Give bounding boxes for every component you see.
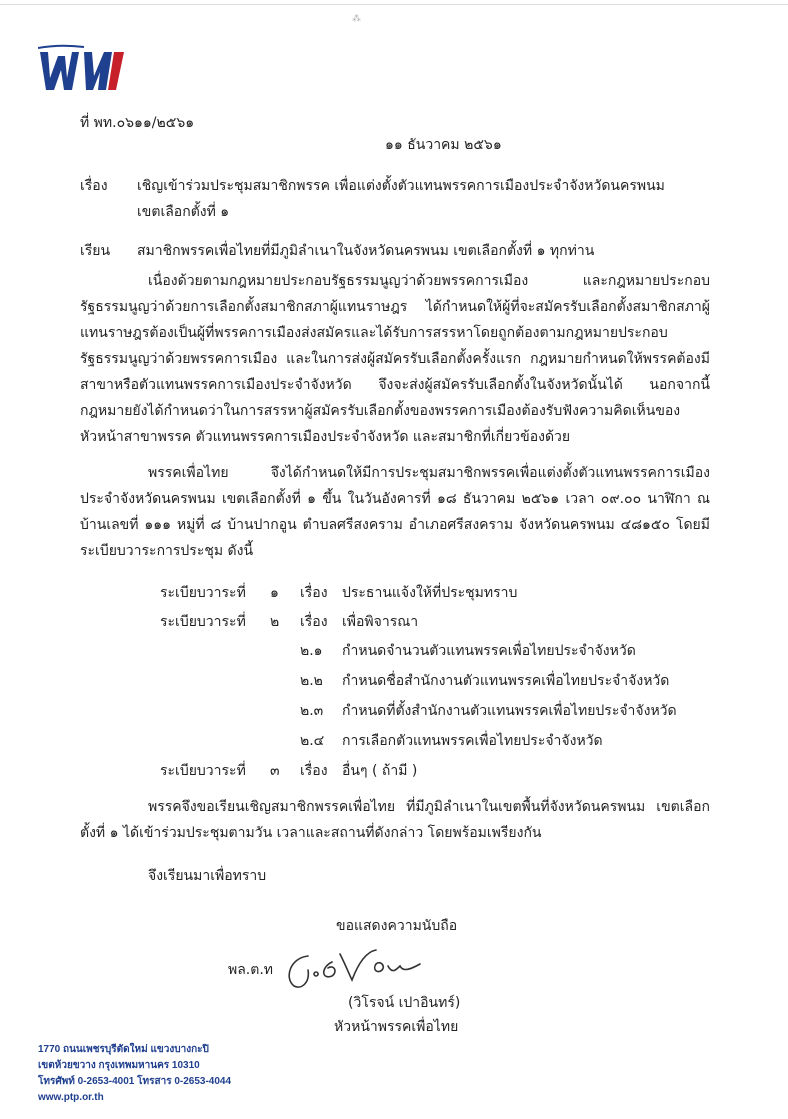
signer-title: หัวหน้าพรรคเพื่อไทย: [334, 1019, 459, 1035]
sub-item-number: ๒.๑: [300, 643, 323, 659]
sub-item-number: ๒.๔: [300, 733, 325, 749]
document-number: ที่ พท.๐๖๑๑/๒๕๖๑: [80, 115, 195, 131]
scan-mark: ⁂: [352, 14, 361, 24]
sub-item-text: กำหนดจำนวนตัวแทนพรรคเพื่อไทยประจำจังหวัด: [342, 643, 636, 659]
agenda-1-number: ๑: [270, 585, 279, 601]
to-label: เรียน: [80, 243, 111, 259]
subject-line-2: เขตเลือกตั้งที่ ๑: [137, 204, 230, 220]
footer-contact: [38, 1042, 231, 1106]
pheu-thai-logo: [38, 44, 130, 94]
handwritten-signature: [280, 946, 430, 996]
footer-address-line-1: 1770 ถนนเพชรบุรีตัดใหม่ แขวงบางกะปิ: [38, 1044, 209, 1055]
body-paragraph-2: พรรคเพื่อไทย จึงได้กำหนดให้มีการประชุมสมาชิกพรรคเพื่อแต่งตั้งตัวแทนพรรคการเมืองประจำจังหวัดนครพนม เขตเลือกตั้งที่ ๑ ขึ้น ในวันอังคารที่ ๑๘ ธันวาคม ๒๕๖๑ เวลา ๐๙.๐๐ นาฬิกา ณ บ้านเลขที่ ๑๑๑ หมู่ที่ ๘ บ้านปากอูน ตำบลศรีสงคราม อำเภอศรีสงคราม จังหวัดนครพนม ๔๘๑๕๐ โดยมีระเบียบวาระการประชุม ดังนี้: [80, 465, 710, 559]
agenda-2-label: ระเบียบวาระที่: [160, 614, 246, 630]
body-paragraph-1: เนื่องด้วยตามกฎหมายประกอบรัฐธรรมนูญว่าด้วยพรรคการเมือง และกฎหมายประกอบรัฐธรรมนูญว่าด้วยการเลือกตั้งสมาชิกสภาผู้แทนราษฎร ได้กำหนดให้ผู้ที่จะสมัครรับเลือกตั้งสมาชิกสภาผู้แทนราษฎรต้องเป็นผู้ที่พรรคการเมืองส่งสมัครและได้รับการสรรหาโดยถูกต้องตามกฎหมายประกอบรัฐธรรมนูญว่าด้วยพรรคการเมือง และในการส่งผู้สมัครรับเลือกตั้งครั้งแรก กฎหมายกำหนดให้พรรคต้องมีสาขาหรือตัวแทนพรรคการเมืองประจำจังหวัด จึงจะส่งผู้สมัครรับเลือกตั้งในจังหวัดนั้นได้ นอกจากนี้กฎหมายยังได้กำหนดว่าในการสรรหาผู้สมัครรับเลือกตั้งของพรรคการเมืองต้องรับฟังความคิดเห็นของหัวหน้าสาขาพรรค ตัวแทนพรรคการเมืองประจำจังหวัด และสมาชิกที่เกี่ยวข้องด้วย: [80, 273, 710, 445]
subject-line-1: เชิญเข้าร่วมประชุมสมาชิกพรรค เพื่อแต่งตั้งตัวแทนพรรคการเมืองประจำจังหวัดนครพนม: [137, 178, 665, 194]
agenda-2-subject-label: เรื่อง: [300, 614, 328, 630]
page-top-rule: [0, 4, 788, 5]
closing-line: จึงเรียนมาเพื่อทราบ: [148, 868, 267, 884]
document-date: ๑๑ ธันวาคม ๒๕๖๑: [385, 137, 502, 153]
agenda-1-subject-label: เรื่อง: [300, 585, 328, 601]
agenda-3-text: อื่นๆ ( ถ้ามี ): [342, 763, 418, 779]
sub-item-number: ๒.๒: [300, 673, 323, 689]
agenda-3-number: ๓: [270, 763, 280, 779]
signer-rank: พล.ต.ท: [228, 962, 274, 978]
signer-name: (วิโรจน์ เปาอินทร์): [348, 995, 461, 1011]
regards: ขอแสดงความนับถือ: [336, 918, 458, 934]
subject-label: เรื่อง: [80, 178, 108, 194]
body-paragraph-3: พรรคจึงขอเรียนเชิญสมาชิกพรรคเพื่อไทย ที่มีภูมิลำเนาในเขตพื้นที่จังหวัดนครพนม เขตเลือกตั้งที่ ๑ ได้เข้าร่วมประชุมตามวัน เวลาและสถานที่ดังกล่าว โดยพร้อมเพรียงกัน: [80, 799, 710, 841]
sub-item-text: การเลือกตัวแทนพรรคเพื่อไทยประจำจังหวัด: [342, 733, 603, 749]
agenda-3-label: ระเบียบวาระที่: [160, 763, 246, 779]
sub-item-text: กำหนดที่ตั้งสำนักงานตัวแทนพรรคเพื่อไทยประจำจังหวัด: [342, 703, 677, 719]
to-text: สมาชิกพรรคเพื่อไทยที่มีภูมิลำเนาในจังหวัดนครพนม เขตเลือกตั้งที่ ๑ ทุกท่าน: [137, 243, 595, 259]
sub-item-text: กำหนดชื่อสำนักงานตัวแทนพรรคเพื่อไทยประจำจังหวัด: [342, 673, 670, 689]
footer-website[interactable]: www.ptp.or.th: [38, 1092, 104, 1103]
agenda-1-label: ระเบียบวาระที่: [160, 585, 246, 601]
footer-address-line-2: เขตห้วยขวาง กรุงเทพมหานคร 10310: [38, 1060, 200, 1071]
sub-item-number: ๒.๓: [300, 703, 324, 719]
agenda-1-text: ประธานแจ้งให้ที่ประชุมทราบ: [342, 585, 518, 601]
agenda-2-text: เพื่อพิจารณา: [342, 614, 419, 630]
agenda-3-subject-label: เรื่อง: [300, 763, 328, 779]
footer-phone: โทรศัพท์ 0-2653-4001 โทรสาร 0-2653-4044: [38, 1076, 232, 1087]
agenda-2-number: ๒: [270, 614, 280, 630]
